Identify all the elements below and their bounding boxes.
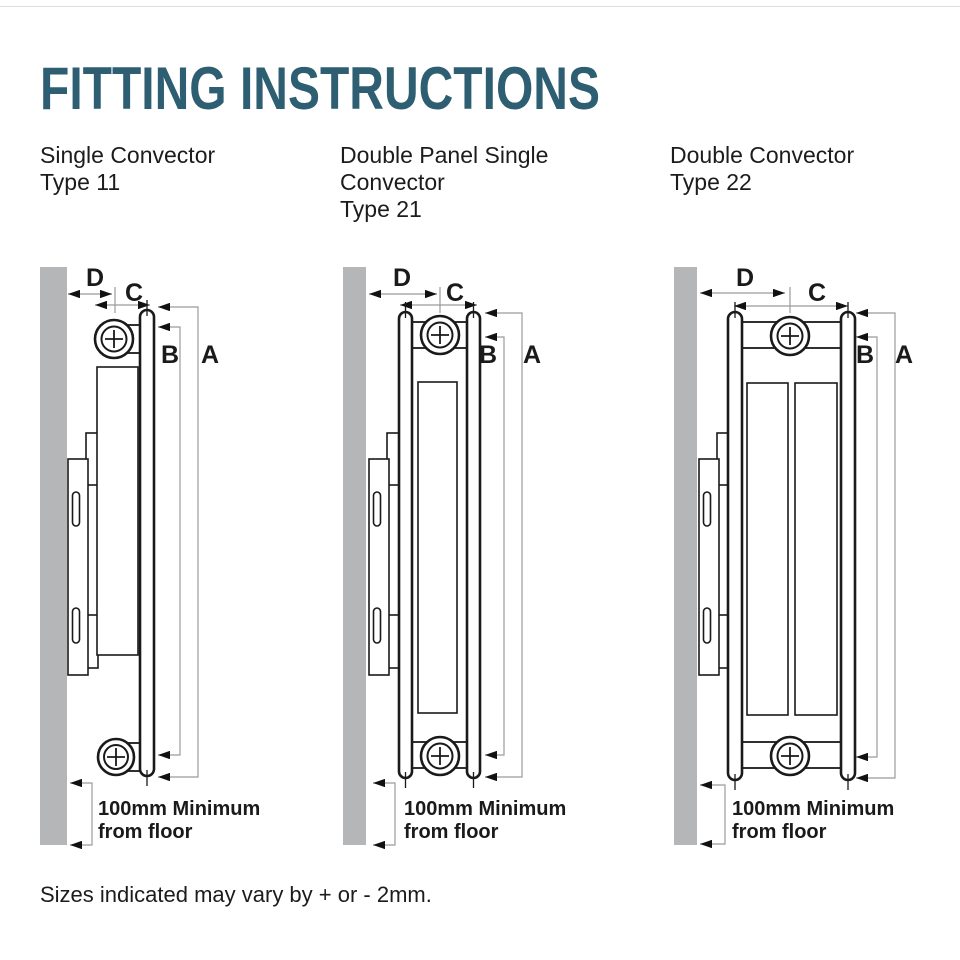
floor-clearance-line xyxy=(70,783,92,845)
dimension-a-label: A xyxy=(522,341,542,369)
radiator-panel xyxy=(140,310,154,776)
column-title-line: Single Convector xyxy=(40,142,216,168)
floor-note-line2: from floor xyxy=(98,821,193,843)
wall-bracket xyxy=(369,433,399,675)
floor-clearance-line xyxy=(373,783,395,845)
dimension-d-label: D xyxy=(735,264,755,292)
convector-fin xyxy=(418,382,457,713)
bracket-slot xyxy=(73,608,80,643)
floor-note-line1: 100mm Minimum xyxy=(98,798,261,820)
convector-fin xyxy=(97,367,138,655)
wall-bracket xyxy=(68,433,98,675)
convector-fin xyxy=(795,383,837,715)
bracket-slot xyxy=(374,608,381,643)
dimension-a-line xyxy=(158,307,198,777)
column-title-line: Type 22 xyxy=(670,169,752,195)
dimension-d-label: D xyxy=(392,264,412,292)
page-title: FITTING INSTRUCTIONS xyxy=(40,55,600,122)
wall-section xyxy=(674,267,697,845)
dimension-b-line xyxy=(856,337,877,757)
dimension-b-line xyxy=(158,327,180,755)
column-title-line: Double Panel Single xyxy=(340,142,549,168)
floor-note-line1: 100mm Minimum xyxy=(732,798,895,820)
column-title-line: Double Convector xyxy=(670,142,855,168)
dimension-d-label: D xyxy=(85,264,105,292)
bracket-slot xyxy=(73,492,80,526)
valve-bottom xyxy=(421,737,459,775)
dimension-c-label: C xyxy=(445,279,465,307)
valve-top xyxy=(95,320,133,358)
column-header-type-22 xyxy=(670,142,960,196)
diagram-type-21 xyxy=(330,255,630,855)
wall-section xyxy=(40,267,67,845)
dimension-a-label: A xyxy=(894,341,914,369)
valve-bottom xyxy=(98,739,134,775)
bracket-slot xyxy=(704,492,711,526)
diagram-type-22 xyxy=(660,255,960,855)
floor-note-line1: 100mm Minimum xyxy=(404,798,567,820)
convector-fin xyxy=(747,383,788,715)
radiator-panel-wall-side xyxy=(728,312,742,780)
dimension-a-label: A xyxy=(200,341,220,369)
column-title-line: Type 21 xyxy=(340,196,422,222)
page-top-rule xyxy=(0,6,960,7)
column-title-line: Type 11 xyxy=(40,169,121,195)
bracket-slot xyxy=(704,608,711,643)
dimension-c-label: C xyxy=(124,279,144,307)
dimension-a-line xyxy=(856,313,895,778)
column-title-line: Convector xyxy=(340,169,445,195)
floor-note-line2: from floor xyxy=(404,821,499,843)
wall-bracket xyxy=(699,433,729,675)
dimension-b-label: B xyxy=(478,341,498,369)
radiator-panel-room-side xyxy=(467,312,480,778)
bracket-slot xyxy=(374,492,381,526)
column-header-type-11 xyxy=(40,142,330,196)
wall-section xyxy=(343,267,366,845)
valve-bottom xyxy=(771,737,809,775)
valve-top xyxy=(421,316,459,354)
column-header-type-21 xyxy=(340,142,630,223)
tolerance-note: Sizes indicated may vary by + or - 2mm. xyxy=(40,882,432,907)
diagram-type-11 xyxy=(30,255,330,855)
dimension-b-label: B xyxy=(160,341,180,369)
dimension-b-label: B xyxy=(855,341,875,369)
dimension-b-line xyxy=(485,337,504,755)
valve-top xyxy=(771,317,809,355)
floor-note-line2: from floor xyxy=(732,821,827,843)
floor-clearance-line xyxy=(700,785,725,844)
radiator-panel-wall-side xyxy=(399,312,412,778)
radiator-panel-room-side xyxy=(841,312,855,780)
dimension-c-label: C xyxy=(807,279,827,307)
